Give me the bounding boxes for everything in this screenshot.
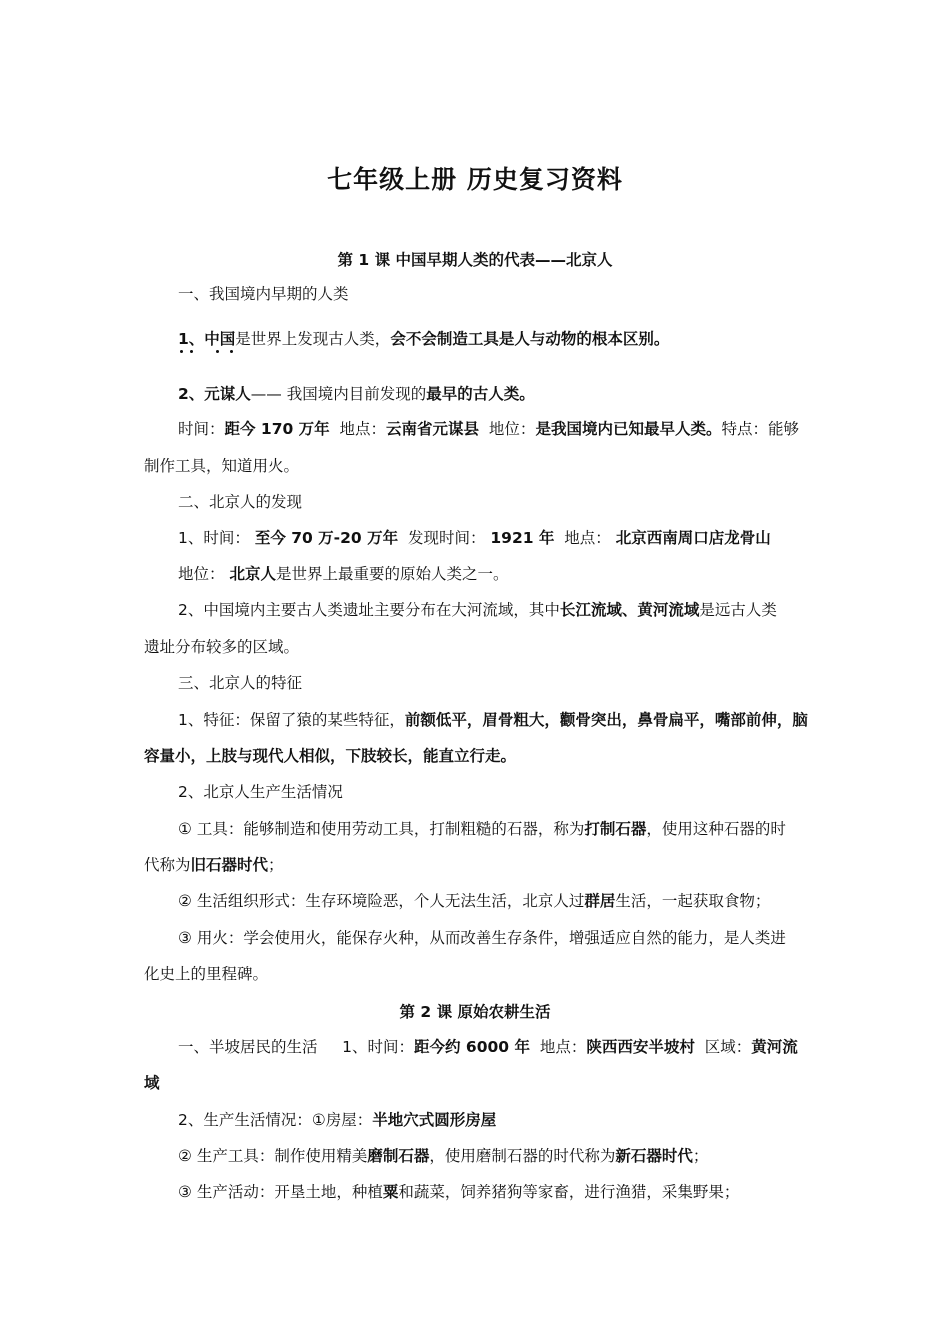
text: ； bbox=[692, 1147, 709, 1165]
bold-text: 距今约 6000 年 bbox=[414, 1038, 530, 1056]
bold-text: 旧石器时代 bbox=[190, 856, 269, 874]
text: 地点： bbox=[339, 420, 387, 438]
bold-text: 半地穴式圆形房屋 bbox=[372, 1111, 497, 1129]
bold-text: 陕西西安半坡村 bbox=[586, 1038, 695, 1056]
lesson1-heading: 第 1 课 中国早期人类的代表——北京人 bbox=[337, 251, 613, 269]
bold-text: 北京人 bbox=[229, 565, 276, 583]
paragraph-continuation bbox=[144, 1073, 784, 1093]
text: 和蔬菜，饲养猪狗等家畜，进行渔猎，采集野果； bbox=[398, 1183, 740, 1201]
paragraph-subheading: 2、北京人生产生活情况 bbox=[178, 783, 343, 801]
bold-text: 云南省元谋县 bbox=[386, 420, 480, 438]
section-heading: 二、北京人的发现 bbox=[178, 493, 303, 511]
bold-text: 群居 bbox=[584, 892, 616, 910]
lesson2-heading: 第 2 课 原始农耕生活 bbox=[399, 1003, 551, 1021]
text: 生活，一起获取食物； bbox=[615, 892, 771, 910]
text: ② 生产工具：制作使用精美 bbox=[178, 1147, 368, 1165]
emphasis-dots bbox=[178, 350, 248, 356]
text: ② 生活组织形式：生存环境险恶，个人无法生活，北京人过 bbox=[178, 892, 585, 910]
paragraph-banpo bbox=[178, 1037, 818, 1057]
paragraph-fire: ③ 用火：学会使用火，能保存火种，从而改善生存条件，增强适应自然的能力，是人类进 bbox=[178, 929, 786, 947]
document-title: 七年级上册 历史复习资料 bbox=[327, 165, 623, 194]
paragraph-tools bbox=[178, 819, 818, 839]
bold-text: 距今 170 万年 bbox=[224, 420, 330, 438]
bold-text: 2、元谋人 bbox=[178, 385, 251, 403]
text: 1、特征：保留了猿的某些特征， bbox=[178, 711, 405, 729]
paragraph-housing bbox=[178, 1110, 818, 1130]
bold-text: 会不会制造工具是人与动物的根本区别。 bbox=[390, 330, 670, 348]
bold-text: 黄河流 bbox=[751, 1038, 798, 1056]
bold-text: 北京西南周口店龙骨山 bbox=[615, 529, 771, 547]
bold-text: 是我国境内已知最早人类。 bbox=[535, 420, 722, 438]
bold-text: 1921 年 bbox=[490, 529, 555, 547]
paragraph-production-tools bbox=[178, 1146, 818, 1166]
bold-text: 前额低平，眉骨粗大，颧骨突出，鼻骨扁平，嘴部前伸，脑 bbox=[404, 711, 808, 729]
paragraph-continuation: 制作工具，知道用火。 bbox=[144, 457, 300, 475]
text: 1、时间： bbox=[342, 1038, 415, 1056]
text: 1、时间： bbox=[178, 529, 250, 547]
text: 2、中国境内主要古人类遗址主要分布在大河流域，其中 bbox=[178, 601, 560, 619]
bold-text: 至今 70 万-20 万年 bbox=[254, 529, 399, 547]
text: 一、半坡居民的生活 bbox=[178, 1038, 318, 1056]
bold-text: 域 bbox=[144, 1074, 160, 1092]
text: 发现时间： bbox=[407, 529, 486, 547]
paragraph-organization bbox=[178, 891, 818, 911]
text: ，使用磨制石器的时代称为 bbox=[429, 1147, 616, 1165]
paragraph-peking-time bbox=[178, 528, 818, 548]
text: 时间： bbox=[178, 420, 225, 438]
bold-text: 容量小，上肢与现代人相似，下肢较长，能直立行走。 bbox=[144, 747, 517, 765]
text: ，使用这种石器的时 bbox=[646, 820, 786, 838]
text: —— 我国境内目前发现的 bbox=[250, 385, 427, 403]
paragraph-china bbox=[178, 329, 818, 349]
bold-text: 长江流域、黄河流域 bbox=[559, 601, 700, 619]
paragraph-yuanmou bbox=[178, 384, 818, 404]
paragraph-peking-status bbox=[178, 564, 818, 584]
text: 2、生产生活情况：①房屋： bbox=[178, 1111, 373, 1129]
paragraph-continuation: 遗址分布较多的区域。 bbox=[144, 638, 300, 656]
bold-text: 新石器时代 bbox=[615, 1147, 693, 1165]
section-heading: 三、北京人的特征 bbox=[178, 674, 303, 692]
bold-text: 最早的古人类。 bbox=[426, 385, 535, 403]
section-heading: 一、我国境内早期的人类 bbox=[178, 285, 349, 303]
text: 地位： bbox=[178, 565, 225, 583]
paragraph-features bbox=[178, 710, 818, 730]
bold-text: 打制石器 bbox=[584, 820, 647, 838]
text: 是世界上最重要的原始人类之一。 bbox=[275, 565, 509, 583]
text: ； bbox=[268, 856, 284, 874]
text: 地点： bbox=[539, 1038, 587, 1056]
text: 特点：能够 bbox=[721, 420, 799, 438]
bold-text: 1、中国 bbox=[178, 330, 236, 348]
text: 是世界上发现古人类， bbox=[235, 330, 391, 348]
text: 区域： bbox=[704, 1038, 752, 1056]
paragraph-sites bbox=[178, 600, 818, 620]
paragraph-continuation: 化史上的里程碑。 bbox=[144, 965, 269, 983]
text: 代称为 bbox=[144, 856, 191, 874]
text: 地点： bbox=[564, 529, 611, 547]
paragraph-continuation bbox=[144, 746, 784, 766]
text: 是远古人类 bbox=[699, 601, 777, 619]
text: ① 工具：能够制造和使用劳动工具，打制粗糙的石器，称为 bbox=[178, 820, 585, 838]
paragraph-continuation bbox=[144, 855, 784, 875]
bold-text: 粟 bbox=[382, 1183, 399, 1201]
paragraph-yuanmou-details bbox=[178, 419, 818, 439]
paragraph-production-activities bbox=[178, 1182, 818, 1202]
text: 地位： bbox=[488, 420, 536, 438]
text: ③ 生产活动：开垦土地，种植 bbox=[178, 1183, 383, 1201]
bold-text: 磨制石器 bbox=[367, 1147, 430, 1165]
